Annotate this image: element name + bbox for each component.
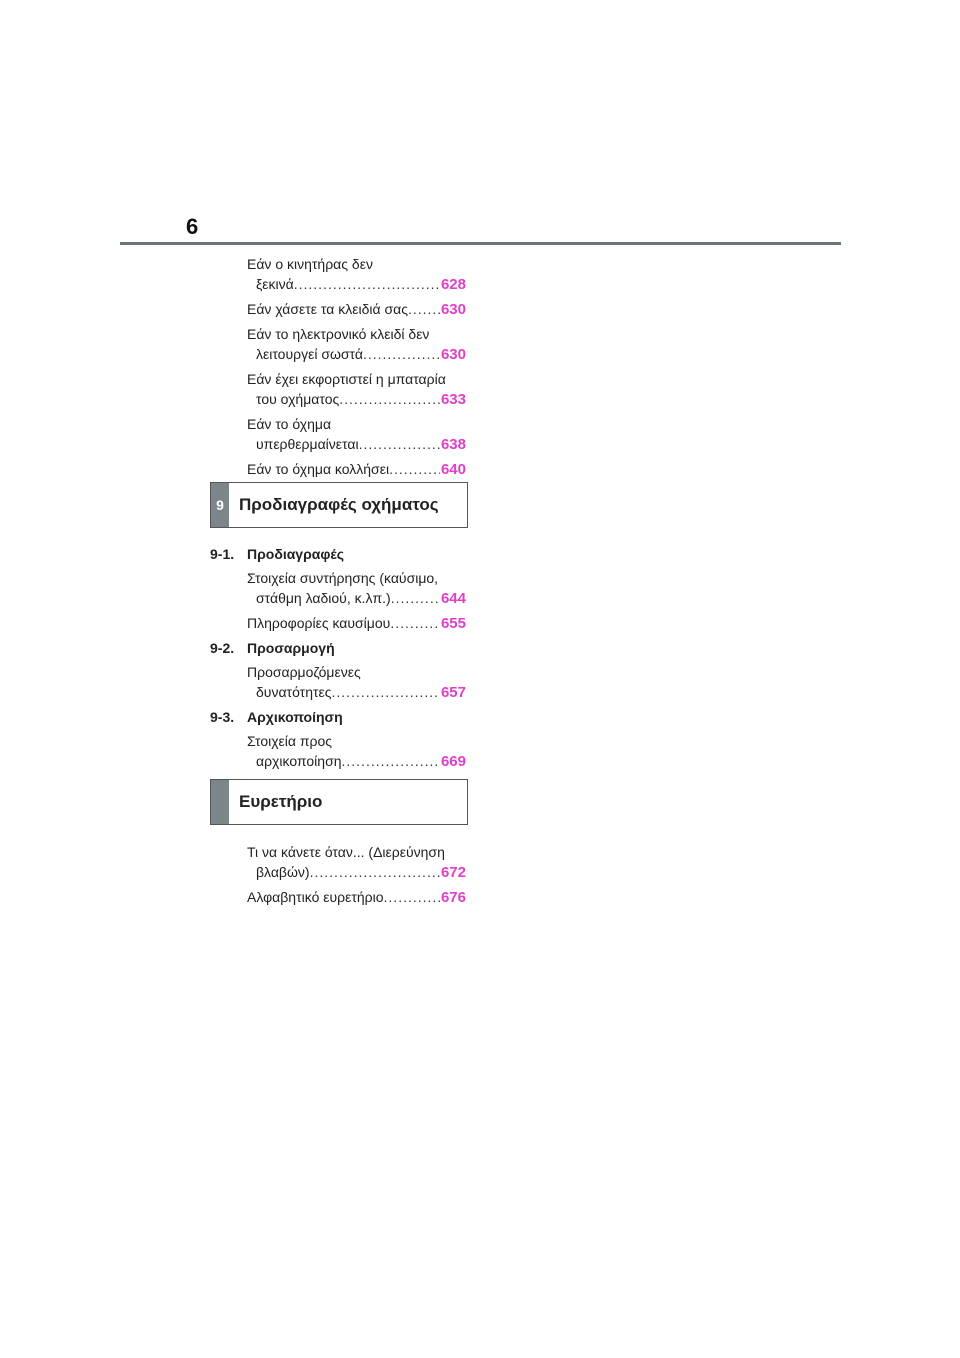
leader-dots	[359, 434, 440, 454]
page-ref[interactable]: 633	[440, 391, 466, 408]
toc-entry[interactable]: Πληροφορίες καυσίμου ..... 655	[210, 613, 468, 634]
toc-entry[interactable]: Τι να κάνετε όταν... (Διερεύνηση βλαβών) ..... 672	[210, 842, 468, 883]
page-number: 6	[186, 214, 199, 239]
leader-dots	[384, 887, 440, 907]
leader-dots	[389, 459, 440, 479]
page-ref[interactable]: 630	[440, 346, 466, 363]
toc-entry[interactable]: Προσαρμοζόμενες δυνατότητες ..... 657	[210, 662, 468, 703]
toc-entry[interactable]: Αλφαβητικό ευρετήριο ..... 676	[210, 887, 468, 908]
leader-dots	[363, 344, 440, 364]
leader-dots	[408, 299, 440, 319]
toc-group-emergency	[210, 254, 468, 484]
toc-entry[interactable]: Στοιχεία συντήρησης (καύσιμο, στάθμη λαδιού, κ.λπ.) ..... 644	[210, 568, 468, 609]
section-title: Ευρετήριο	[239, 792, 323, 811]
subsection-heading[interactable]: 9-1. Προδιαγραφές	[210, 546, 344, 562]
page-ref[interactable]: 644	[440, 590, 466, 607]
subsection-heading[interactable]: 9-3. Αρχικοποίηση	[210, 709, 343, 725]
page-ref[interactable]: 669	[440, 753, 466, 770]
leader-dots	[390, 613, 440, 633]
leader-dots	[332, 682, 440, 702]
toc-entry[interactable]: Εάν έχει εκφορτιστεί η μπαταρία του οχήματος ..... 633	[210, 369, 468, 410]
page-ref[interactable]: 672	[440, 864, 466, 881]
page-ref[interactable]: 676	[440, 889, 466, 906]
toc-entry[interactable]: Εάν το ηλεκτρονικό κλειδί δεν λειτουργεί σωστά ..... 630	[210, 324, 468, 365]
page-ref[interactable]: 628	[440, 276, 466, 293]
leader-dots	[339, 389, 440, 409]
toc-entry[interactable]: Εάν χάσετε τα κλειδιά σας ..... 630	[210, 299, 468, 320]
page-ref[interactable]: 655	[440, 615, 466, 632]
toc-group-specifications	[210, 544, 468, 776]
section-9-header[interactable]	[210, 482, 468, 528]
leader-dots	[391, 588, 440, 608]
index-section-header[interactable]	[210, 779, 468, 825]
page-ref[interactable]: 657	[440, 684, 466, 701]
page-ref[interactable]: 630	[440, 301, 466, 318]
toc-entry[interactable]: Στοιχεία προς αρχικοποίηση ..... 669	[210, 731, 468, 772]
leader-dots	[310, 862, 440, 882]
subsection-heading[interactable]: 9-2. Προσαρμογή	[210, 640, 335, 656]
leader-dots	[342, 751, 440, 771]
section-tab	[211, 780, 229, 824]
section-tab: 9	[211, 483, 229, 527]
toc-group-index	[210, 842, 468, 912]
toc-entry[interactable]: Εάν το όχημα κολλήσει ..... 640	[210, 459, 468, 480]
toc-entry[interactable]: Εάν ο κινητήρας δεν ξεκινά ..... 628	[210, 254, 468, 295]
header-rule	[120, 242, 841, 245]
section-title: Προδιαγραφές οχήματος	[239, 495, 439, 514]
leader-dots	[294, 274, 440, 294]
page-ref[interactable]: 640	[440, 461, 466, 478]
toc-entry[interactable]: Εάν το όχημα υπερθερμαίνεται ..... 638	[210, 414, 468, 455]
page-ref[interactable]: 638	[440, 436, 466, 453]
